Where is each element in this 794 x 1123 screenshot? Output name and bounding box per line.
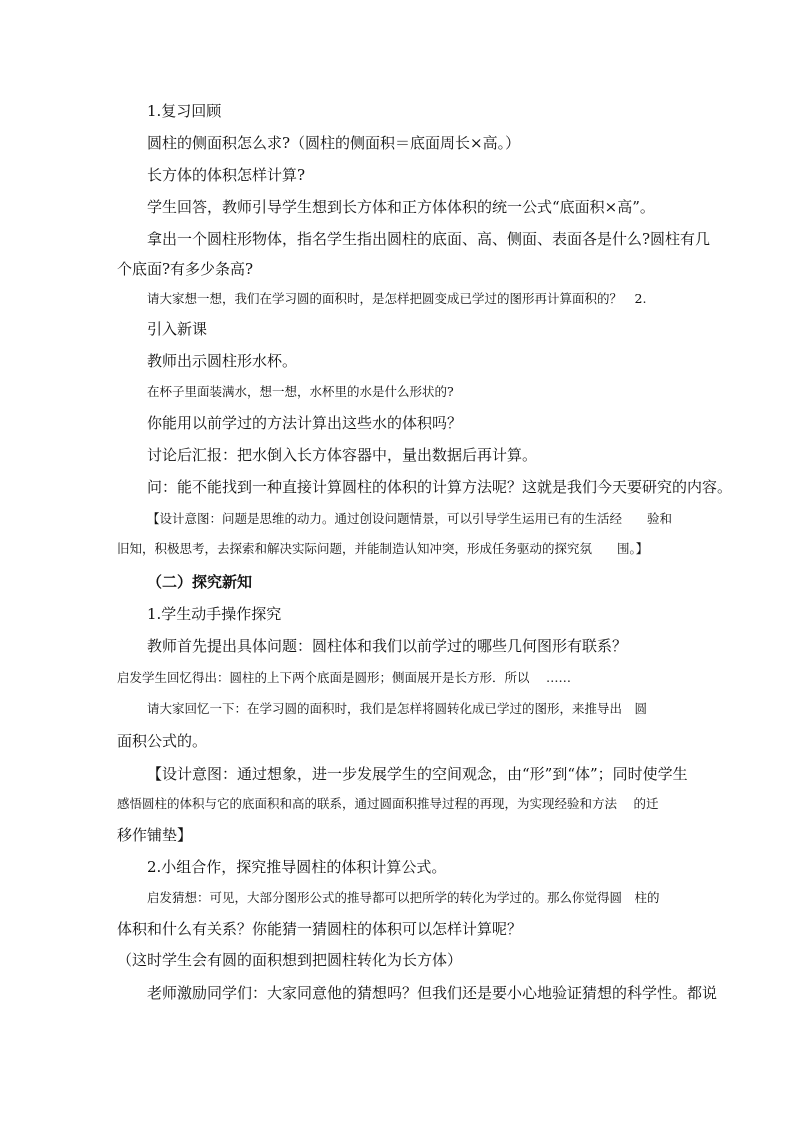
paragraph-line: 个底面?有多少条高?	[117, 260, 254, 278]
heading-review: 1.复习回顾	[147, 102, 222, 120]
paragraph-line: 讨论后汇报：把水倒入长方体容器中，量出数据后再计算。	[147, 446, 538, 464]
paragraph-line: 请大家想一想，我们在学习圆的面积时，是怎样把圆变成已学过的图形再计算面积的？ 2.	[147, 291, 647, 306]
paragraph-line: 教师出示圆柱形水杯。	[147, 352, 298, 370]
heading-step-2: 2.小组合作，探究推导圆柱的体积计算公式。	[147, 858, 447, 876]
design-intent-line: 【设计意图：问题是思维的动力。通过创设问题情景，可以引导学生运用已有的生活经 验和	[147, 511, 673, 526]
paragraph-line: 长方体的体积怎样计算?	[147, 166, 306, 184]
heading-intro: 引入新课	[147, 320, 208, 338]
paragraph-line: 圆柱的侧面积怎么求?（圆柱的侧面积＝底面周长×高。）	[147, 134, 521, 152]
paragraph-line: 请大家回忆一下：在学习圆的面积时，我们是怎样将圆转化成已学过的图形，来推导出 圆	[147, 701, 648, 716]
design-intent-line: 感悟圆柱的体积与它的底面积和高的联系，通过圆面积推导过程的再现，为实现经验和方法 的迁	[117, 796, 659, 811]
paragraph-line: 学生回答，教师引导学生想到长方体和正方体体积的统一公式“底面积×高”。	[147, 198, 655, 216]
paragraph-line: 教师首先提出具体问题：圆柱体和我们以前学过的哪些几何图形有联系？	[147, 637, 628, 655]
paragraph-line: 在杯子里面装满水，想一想，水杯里的水是什么形状的?	[147, 384, 454, 399]
design-intent-line: 旧知，积极思考，去探索和解决实际问题，并能制造认知冲突，形成任务驱动的探究氛 围。】	[117, 541, 649, 556]
paragraph-line: 你能用以前学过的方法计算出这些水的体积吗？	[147, 414, 463, 432]
paragraph-line: 老师激励同学们：大家同意他的猜想吗？但我们还是要小心地验证猜想的科学性。都说	[147, 984, 718, 1002]
paragraph-line: 拿出一个圆柱形物体，指名学生指出圆柱的底面、高、侧面、表面各是什么?圆柱有几	[147, 230, 711, 248]
heading-step-1: 1.学生动手操作探究	[147, 605, 282, 623]
design-intent-line: 【设计意图：通过想象，进一步发展学生的空间观念，由“形”到“体”；同时使学生	[147, 765, 688, 783]
design-intent-line: 移作铺垫】	[117, 826, 193, 844]
paragraph-line: （这时学生会有圆的面积想到把圆柱转化为长方体）	[117, 951, 463, 969]
paragraph-line: 面积公式的。	[117, 732, 208, 750]
paragraph-line: 启发猜想：可见，大部分图形公式的推导都可以把所学的转化为学过的。那么你觉得圆 柱的	[147, 890, 660, 905]
paragraph-line: 问：能不能找到一种直接计算圆柱的体积的计算方法呢？这就是我们今天要研究的内容。	[147, 478, 733, 496]
paragraph-line: 体积和什么有关系？你能猜一猜圆柱的体积可以怎样计算呢？	[117, 920, 523, 938]
section-heading: （二）探究新知	[147, 573, 253, 591]
paragraph-line: 启发学生回忆得出：圆柱的上下两个底面是圆形；侧面展开是长方形．所以 ……	[117, 670, 571, 685]
